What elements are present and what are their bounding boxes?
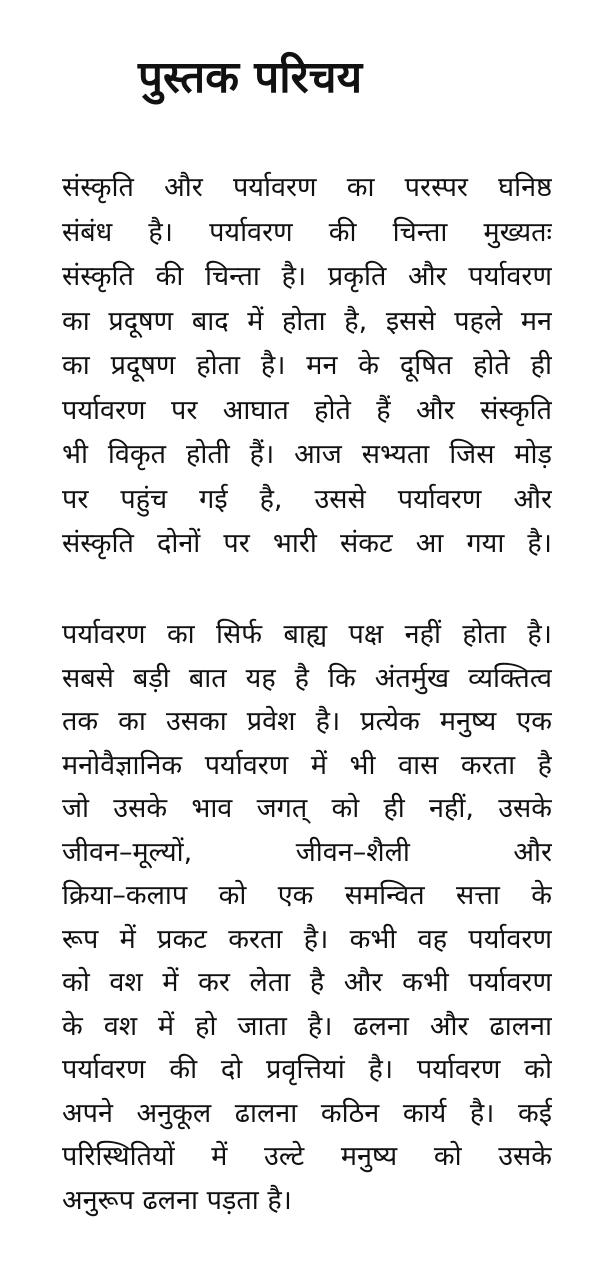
text-line: पर पहुंच गई है, उससे पर्यावरण और — [62, 483, 552, 515]
text-line: तक का उसका प्रवेश है। प्रत्येक मनुष्य एक — [62, 706, 552, 737]
text-line: का प्रदूषण होता है। मन के दूषित होते ही — [62, 350, 552, 381]
text-line: पर्यावरण का सिर्फ बाह्य पक्ष नहीं होता है। — [62, 619, 552, 650]
text-line: संस्कृति और पर्यावरण का परस्पर घनिष्ठ — [62, 172, 552, 203]
text-line: को वश में कर लेता है और कभी पर्यावरण — [62, 967, 552, 998]
text-line: संबंध है। पर्यावरण की चिन्ता मुख्यतः — [62, 216, 552, 248]
text-line: संस्कृति दोनों पर भारी संकट आ गया है। — [62, 528, 552, 559]
text-line: के वश में हो जाता है। ढलना और ढालना — [62, 1010, 552, 1042]
text-line: संस्कृति की चिन्ता है। प्रकृति और पर्यावरण — [62, 261, 552, 292]
text-line: पर्यावरण की दो प्रवृत्तियां है। पर्यावरण को — [62, 1054, 552, 1085]
text-line: क्रिया–कलाप को एक समन्वित सत्ता के — [62, 880, 552, 911]
paragraph-1 — [62, 166, 552, 567]
paragraph-2 — [62, 613, 552, 1222]
text-line: पर्यावरण पर आघात होते हैं और संस्कृति — [62, 394, 552, 426]
text-line: अपने अनुकूल ढालना कठिन कार्य है। कई — [62, 1097, 552, 1129]
text-line: सबसे बड़ी बात यह है कि अंतर्मुख व्यक्तित्व — [62, 662, 552, 694]
text-line: जो उसके भाव जगत् को ही नहीं, उसके — [62, 793, 552, 824]
page-title: पुस्तक परिचय — [138, 52, 363, 103]
text-line: जीवन–मूल्यों, जीवन–शैली और — [62, 836, 552, 868]
text-line: भी विकृत होती हैं। आज सभ्यता जिस मोड़ — [62, 439, 552, 470]
text-line: अनुरूप ढलना पड़ता है। — [62, 1184, 292, 1216]
text-line: मनोवैज्ञानिक पर्यावरण में भी वास करता है — [62, 749, 552, 781]
text-line: रूप में प्रकट करता है। कभी वह पर्यावरण — [62, 923, 552, 955]
text-line: का प्रदूषण बाद में होता है, इससे पहले मन — [62, 305, 552, 337]
text-line: परिस्थितियों में उल्टे मनुष्य को उसके — [62, 1141, 552, 1172]
